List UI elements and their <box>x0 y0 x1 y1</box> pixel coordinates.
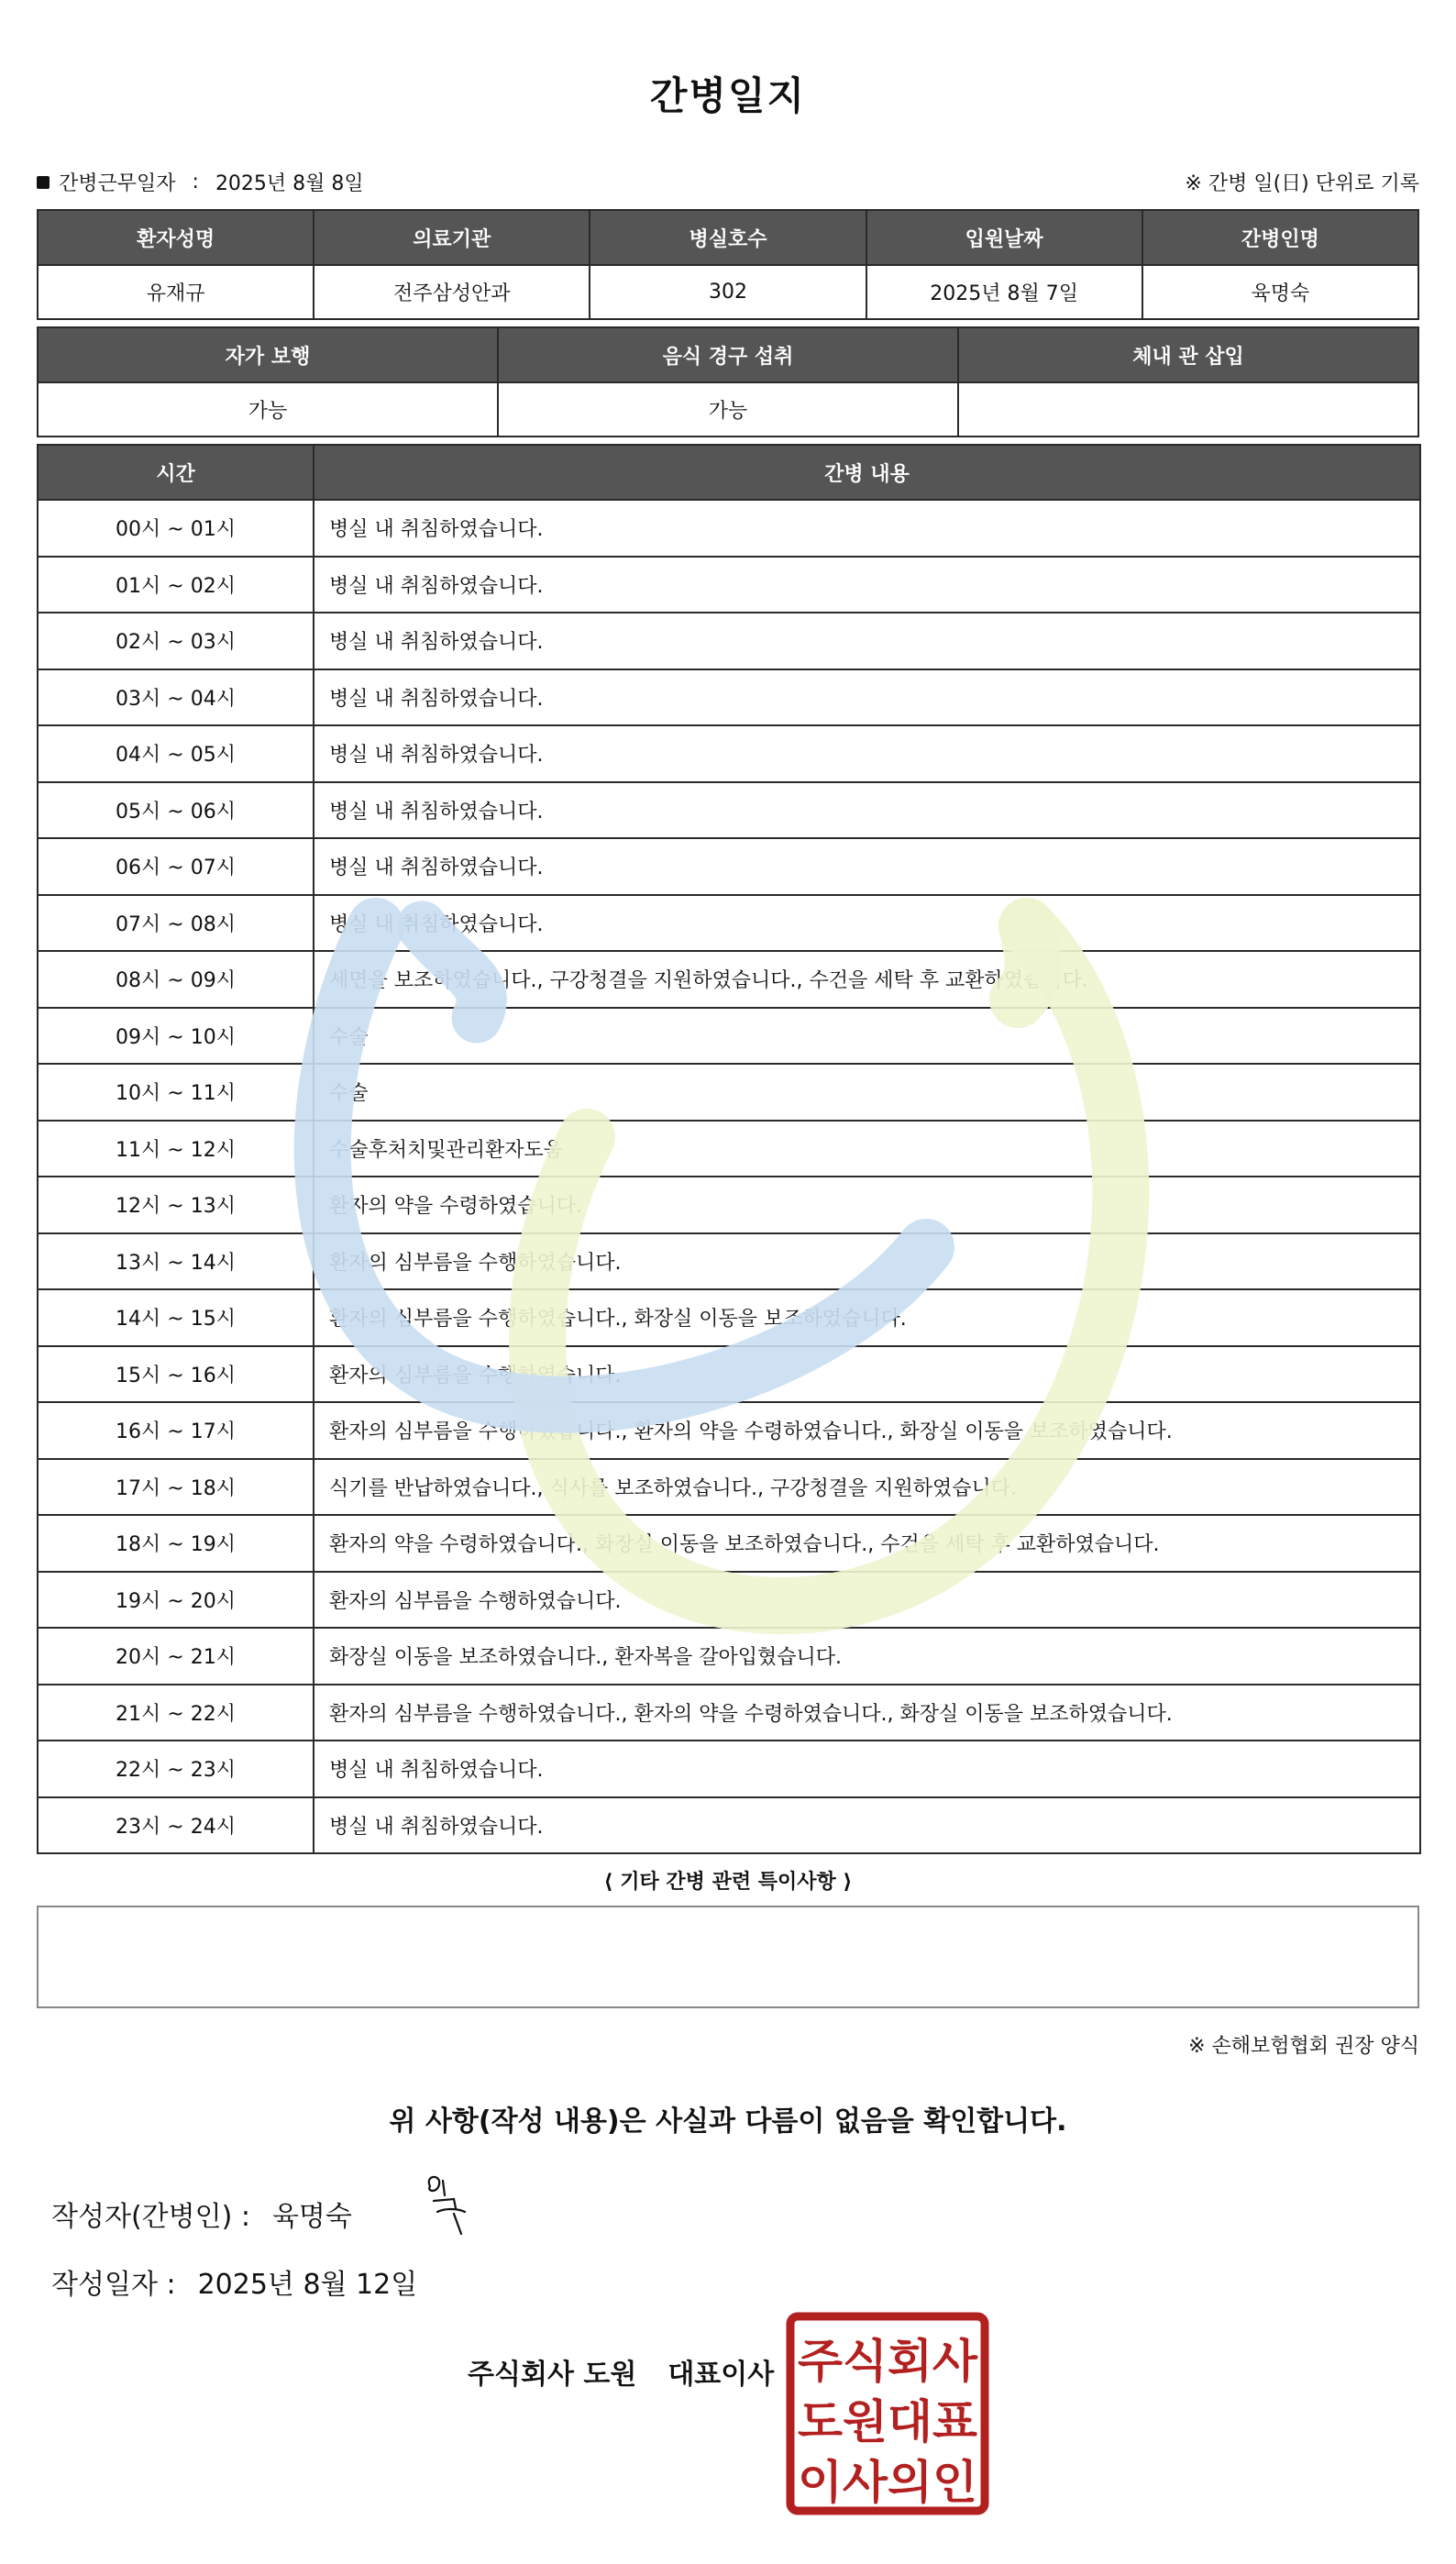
log-content: 병실 내 취침하였습니다. <box>314 613 1420 669</box>
seal-text-line: 주식회사 <box>798 2335 978 2388</box>
patient-status-table <box>37 326 1419 437</box>
table-row <box>38 1289 1420 1346</box>
log-time: 01시 ~ 02시 <box>38 557 314 613</box>
table-row <box>38 1515 1420 1572</box>
log-time: 06시 ~ 07시 <box>38 838 314 895</box>
patient-info-table <box>37 209 1419 320</box>
log-time: 16시 ~ 17시 <box>38 1402 314 1459</box>
log-content: 병실 내 취침하였습니다. <box>314 725 1420 782</box>
company-rep: 대표이사 <box>667 2359 775 2391</box>
seal-stamp-icon <box>785 2311 990 2516</box>
table-row <box>38 895 1420 952</box>
table-header-row <box>38 445 1420 500</box>
log-content: 환자의 심부름을 수행하였습니다. <box>314 1346 1420 1403</box>
table-row <box>38 1008 1420 1065</box>
table-row <box>38 500 1420 557</box>
bullet-square-icon <box>37 176 50 189</box>
log-content: 환자의 약을 수령하였습니다. <box>314 1177 1420 1233</box>
log-time: 12시 ~ 13시 <box>38 1177 314 1233</box>
write-date-line <box>51 2261 417 2302</box>
table-header-row <box>38 210 1418 265</box>
log-content: 환자의 심부름을 수행하였습니다., 화장실 이동을 보조하였습니다. <box>314 1289 1420 1346</box>
log-content: 환자의 약을 수령하였습니다., 화장실 이동을 보조하였습니다., 수건을 세탁 후 교환하였습니다. <box>314 1515 1420 1572</box>
log-content: 세면을 보조하였습니다., 구강청결을 지원하였습니다., 수건을 세탁 후 교환하였습니다. <box>314 951 1420 1008</box>
notes-box <box>37 1906 1419 2008</box>
log-content: 병실 내 취침하였습니다. <box>314 500 1420 557</box>
log-content: 수술후처치및관리환자도움 <box>314 1121 1420 1177</box>
table-row <box>38 1064 1420 1121</box>
log-time: 17시 ~ 18시 <box>38 1459 314 1516</box>
table-row <box>38 1628 1420 1685</box>
log-content: 수술 <box>314 1064 1420 1121</box>
log-time: 14시 ~ 15시 <box>38 1289 314 1346</box>
log-content: 병실 내 취침하였습니다. <box>314 895 1420 952</box>
log-content: 병실 내 취침하였습니다. <box>314 838 1420 895</box>
room-number: 302 <box>590 265 866 319</box>
table-row <box>38 1459 1420 1516</box>
log-content: 환자의 심부름을 수행하였습니다., 환자의 약을 수령하였습니다., 화장실 이동을 보조하였습니다. <box>314 1685 1420 1741</box>
table-row <box>38 1685 1420 1741</box>
header-self-walking: 자가 보행 <box>38 327 498 382</box>
table-row <box>38 265 1418 319</box>
log-time: 15시 ~ 16시 <box>38 1346 314 1403</box>
header-hospital: 의료기관 <box>314 210 590 265</box>
log-time: 13시 ~ 14시 <box>38 1233 314 1290</box>
log-time: 03시 ~ 04시 <box>38 669 314 726</box>
tube-insertion-value <box>958 382 1418 437</box>
log-content: 병실 내 취침하였습니다. <box>314 1797 1420 1854</box>
log-time: 18시 ~ 19시 <box>38 1515 314 1572</box>
log-time: 05시 ~ 06시 <box>38 782 314 839</box>
admission-date: 2025년 8월 7일 <box>866 265 1142 319</box>
log-time: 22시 ~ 23시 <box>38 1741 314 1797</box>
work-date-label: 간병근무일자 <box>59 172 176 195</box>
write-date-label: 작성일자 : <box>51 2269 176 2301</box>
writer-label: 작성자(간병인) : <box>51 2201 250 2233</box>
log-content: 병실 내 취침하였습니다. <box>314 557 1420 613</box>
table-row <box>38 1177 1420 1233</box>
signature-icon <box>417 2168 491 2241</box>
log-content: 병실 내 취침하였습니다. <box>314 1741 1420 1797</box>
table-header-row <box>38 327 1418 382</box>
document-title: 간병일지 <box>649 73 807 118</box>
log-time: 09시 ~ 10시 <box>38 1008 314 1065</box>
header-oral-intake: 음식 경구 섭취 <box>498 327 958 382</box>
oral-intake-value: 가능 <box>498 382 958 437</box>
log-content: 병실 내 취침하였습니다. <box>314 669 1420 726</box>
writer-line <box>51 2194 352 2234</box>
table-row <box>38 725 1420 782</box>
writer-name: 육명숙 <box>271 2201 352 2233</box>
caregiver-name: 육명숙 <box>1142 265 1418 319</box>
notes-title: ⟨ 기타 간병 관련 특이사항 ⟩ <box>603 1871 853 1894</box>
table-row <box>38 1346 1420 1403</box>
table-row <box>38 1402 1420 1459</box>
company-name: 주식회사 도원 <box>468 2359 637 2391</box>
log-time: 21시 ~ 22시 <box>38 1685 314 1741</box>
log-time: 20시 ~ 21시 <box>38 1628 314 1685</box>
table-row <box>38 838 1420 895</box>
seal-text-line: 이사의인 <box>798 2456 977 2509</box>
log-time: 10시 ~ 11시 <box>38 1064 314 1121</box>
table-row <box>38 782 1420 839</box>
log-time: 19시 ~ 20시 <box>38 1572 314 1629</box>
table-row <box>38 1121 1420 1177</box>
header-caregiver: 간병인명 <box>1142 210 1418 265</box>
header-care-content: 간병 내용 <box>314 445 1420 500</box>
recommend-note: ※ 손해보험협회 권장 양식 <box>1188 2035 1419 2058</box>
table-row <box>38 613 1420 669</box>
care-log-table <box>37 444 1421 1854</box>
log-content: 식기를 반납하였습니다., 식사를 보조하였습니다., 구강청결을 지원하였습니다. <box>314 1459 1420 1516</box>
unit-note: ※ 간병 일(日) 단위로 기록 <box>1185 172 1419 195</box>
log-content: 수술 <box>314 1008 1420 1065</box>
table-row <box>38 1797 1420 1854</box>
log-time: 11시 ~ 12시 <box>38 1121 314 1177</box>
log-content: 병실 내 취침하였습니다. <box>314 782 1420 839</box>
header-admission-date: 입원날짜 <box>866 210 1142 265</box>
log-time: 07시 ~ 08시 <box>38 895 314 952</box>
log-content: 화장실 이동을 보조하였습니다., 환자복을 갈아입혔습니다. <box>314 1628 1420 1685</box>
log-time: 00시 ~ 01시 <box>38 500 314 557</box>
patient-name: 유재규 <box>38 265 314 319</box>
header-time: 시간 <box>38 445 314 500</box>
work-date-value: 2025년 8월 8일 <box>215 172 364 195</box>
header-room: 병실호수 <box>590 210 866 265</box>
log-time: 04시 ~ 05시 <box>38 725 314 782</box>
table-row <box>38 557 1420 613</box>
table-row <box>38 669 1420 726</box>
log-time: 02시 ~ 03시 <box>38 613 314 669</box>
table-row <box>38 1572 1420 1629</box>
log-content: 환자의 심부름을 수행하였습니다., 환자의 약을 수령하였습니다., 화장실 이동을 보조하였습니다. <box>314 1402 1420 1459</box>
company-line <box>468 2351 774 2392</box>
hospital-name: 전주삼성안과 <box>314 265 590 319</box>
table-row <box>38 1741 1420 1797</box>
log-time: 08시 ~ 09시 <box>38 951 314 1008</box>
work-date-separator: : <box>192 171 199 193</box>
log-content: 환자의 심부름을 수행하였습니다. <box>314 1233 1420 1290</box>
seal-text-line: 도원대표 <box>798 2395 978 2448</box>
write-date-value: 2025년 8월 12일 <box>197 2269 418 2301</box>
header-tube-insertion: 체내 관 삽입 <box>958 327 1418 382</box>
confirm-statement: 위 사항(작성 내용)은 사실과 다름이 없음을 확인합니다. <box>389 2105 1067 2138</box>
log-time: 23시 ~ 24시 <box>38 1797 314 1854</box>
work-date <box>37 168 364 196</box>
log-content: 환자의 심부름을 수행하였습니다. <box>314 1572 1420 1629</box>
header-patient-name: 환자성명 <box>38 210 314 265</box>
table-row <box>38 951 1420 1008</box>
table-row <box>38 382 1418 437</box>
self-walking-value: 가능 <box>38 382 498 437</box>
table-row <box>38 1233 1420 1290</box>
